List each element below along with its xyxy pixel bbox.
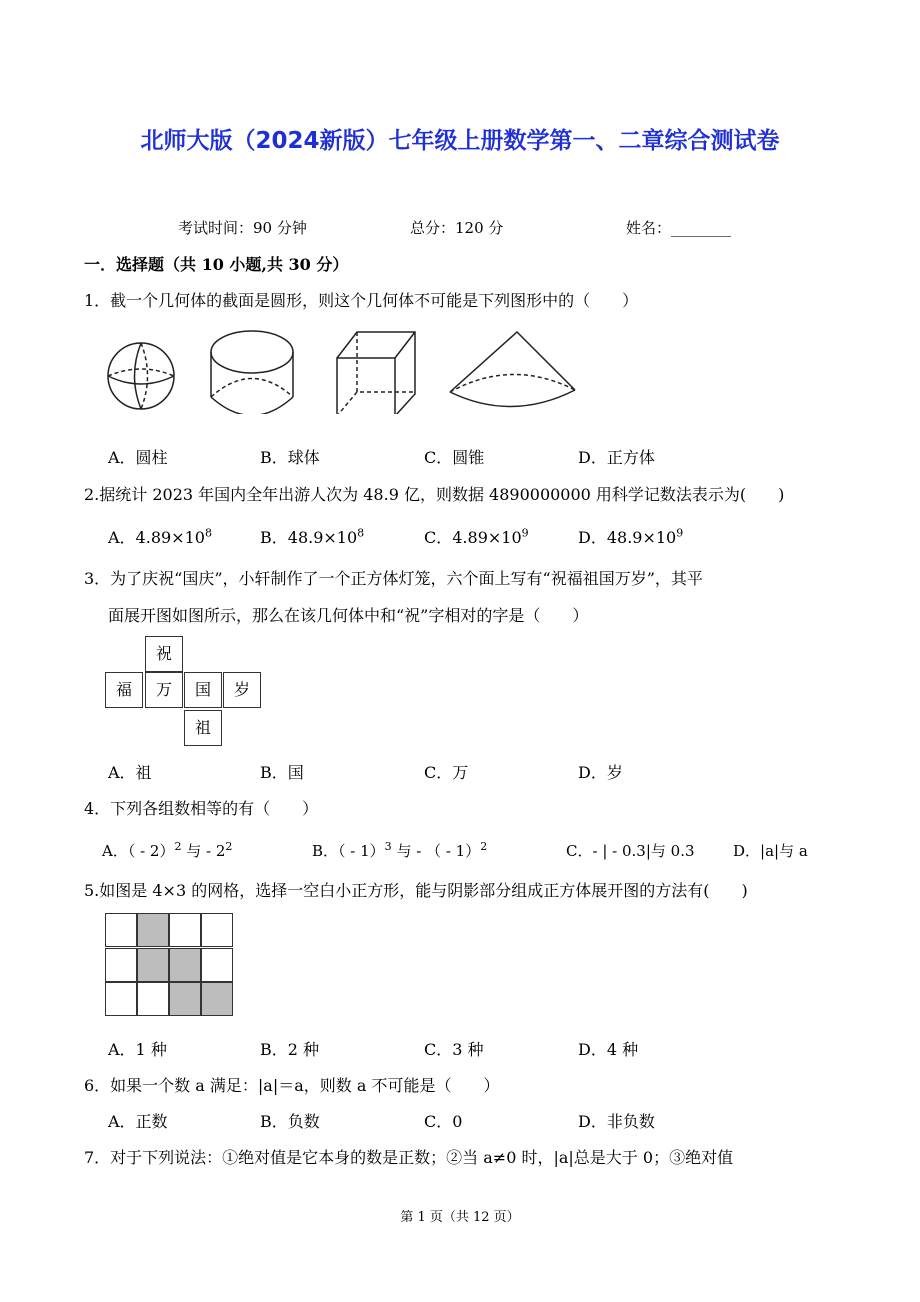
net-cell: 祝 <box>145 636 183 672</box>
net-cell: 祖 <box>184 710 222 746</box>
net-cell: 国 <box>184 672 222 708</box>
q2-option-d: D．$48.9\times 10^9$ <box>578 526 684 547</box>
q5-option-b: B．2 种 <box>260 1040 320 1059</box>
q2-option-a: A．$4.89\times 10^8$ <box>108 526 212 547</box>
q6-option-c: C．0 <box>424 1112 463 1131</box>
q6-option-a: A．正数 <box>108 1112 168 1131</box>
grid-cell-shaded <box>169 982 201 1016</box>
q5-stem: 5.如图是 4×3 的网格，选择一空白小正方形，能与阴影部分组成正方体展开图的方法有( ) <box>84 881 748 900</box>
q4-option-c: C．- | - 0.3|与 0.3 <box>566 842 695 860</box>
name-field: 姓名：________ <box>626 219 732 237</box>
section-heading: 一．选择题（共 10 小题,共 30 分） <box>84 255 349 274</box>
q3-option-b: B．国 <box>260 763 304 782</box>
q2-option-b: B．$48.9\times 10^8$ <box>260 526 365 547</box>
q2-option-c: C．$4.89\times 10^9$ <box>424 526 529 547</box>
q1-option-a: A．圆柱 <box>108 448 168 467</box>
net-cell: 万 <box>145 672 183 708</box>
q7-stem: 7．对于下列说法：①绝对值是它本身的数是正数；②当 a≠0 时，|a|总是大于 0；③绝对值 <box>84 1148 734 1167</box>
q5-option-d: D．4 种 <box>578 1040 639 1059</box>
q6-option-d: D．非负数 <box>578 1112 655 1131</box>
q1-option-c: C．圆锥 <box>424 448 485 467</box>
q3-option-d: D．岁 <box>578 763 623 782</box>
q5-option-c: C．3 种 <box>424 1040 484 1059</box>
grid-cell-shaded <box>137 948 169 982</box>
q6-stem: 6．如果一个数 a 满足：|a|＝a，则数 a 不可能是（ ） <box>84 1076 500 1095</box>
exam-time: 考试时间：90 分钟 <box>178 219 307 237</box>
sphere-figure <box>108 343 174 409</box>
q3-option-c: C．万 <box>424 763 469 782</box>
q3-stem-line1: 3．为了庆祝“国庆”，小轩制作了一个正方体灯笼，六个面上写有“祝福祖国万岁”，其平 <box>84 569 703 588</box>
grid-cell <box>105 948 137 982</box>
q4-option-a: A．（ - 2）$^2$ 与 - $2^2$ <box>102 840 233 860</box>
q6-option-b: B．负数 <box>260 1112 320 1131</box>
q4-stem: 4．下列各组数相等的有（ ） <box>84 799 319 818</box>
grid-cell-shaded <box>201 982 233 1016</box>
grid-cell <box>105 913 137 947</box>
cone-figure <box>450 332 575 407</box>
cube-figure <box>337 332 415 414</box>
total-score: 总分：120 分 <box>410 219 504 237</box>
solid-figures <box>100 322 580 414</box>
grid-cell-shaded <box>169 948 201 982</box>
grid-cell <box>169 913 201 947</box>
cylinder-figure <box>211 331 293 414</box>
q1-option-d: D．正方体 <box>578 448 655 467</box>
q2-stem: 2.据统计 2023 年国内全年出游人次为 48.9 亿，则数据 4890000000 用科学记数法表示为( ) <box>84 485 785 504</box>
page-footer: 第 1 页（共 12 页） <box>400 1210 520 1225</box>
grid-cell <box>137 982 169 1016</box>
q1-option-b: B．球体 <box>260 448 320 467</box>
grid-cell-shaded <box>137 913 169 947</box>
net-cell: 福 <box>105 672 143 708</box>
q5-option-a: A．1 种 <box>108 1040 167 1059</box>
q1-stem: 1．截一个几何体的截面是圆形，则这个几何体不可能是下列图形中的（ ） <box>84 291 639 310</box>
grid-cell <box>201 913 233 947</box>
q4-option-b: B．（ - 1）$^3$ 与 - （ - 1）$^2$ <box>312 840 488 860</box>
net-cell: 岁 <box>223 672 261 708</box>
grid-cell <box>201 948 233 982</box>
q5-grid <box>105 913 233 1017</box>
q3-option-a: A．祖 <box>108 763 152 782</box>
grid-cell <box>105 982 137 1016</box>
page-title: 北师大版（2024新版）七年级上册数学第一、二章综合测试卷 <box>140 128 780 154</box>
q3-stem-line2: 面展开图如图所示，那么在该几何体中和“祝”字相对的字是（ ） <box>108 606 589 625</box>
q4-option-d: D．|a|与 a <box>733 842 808 860</box>
